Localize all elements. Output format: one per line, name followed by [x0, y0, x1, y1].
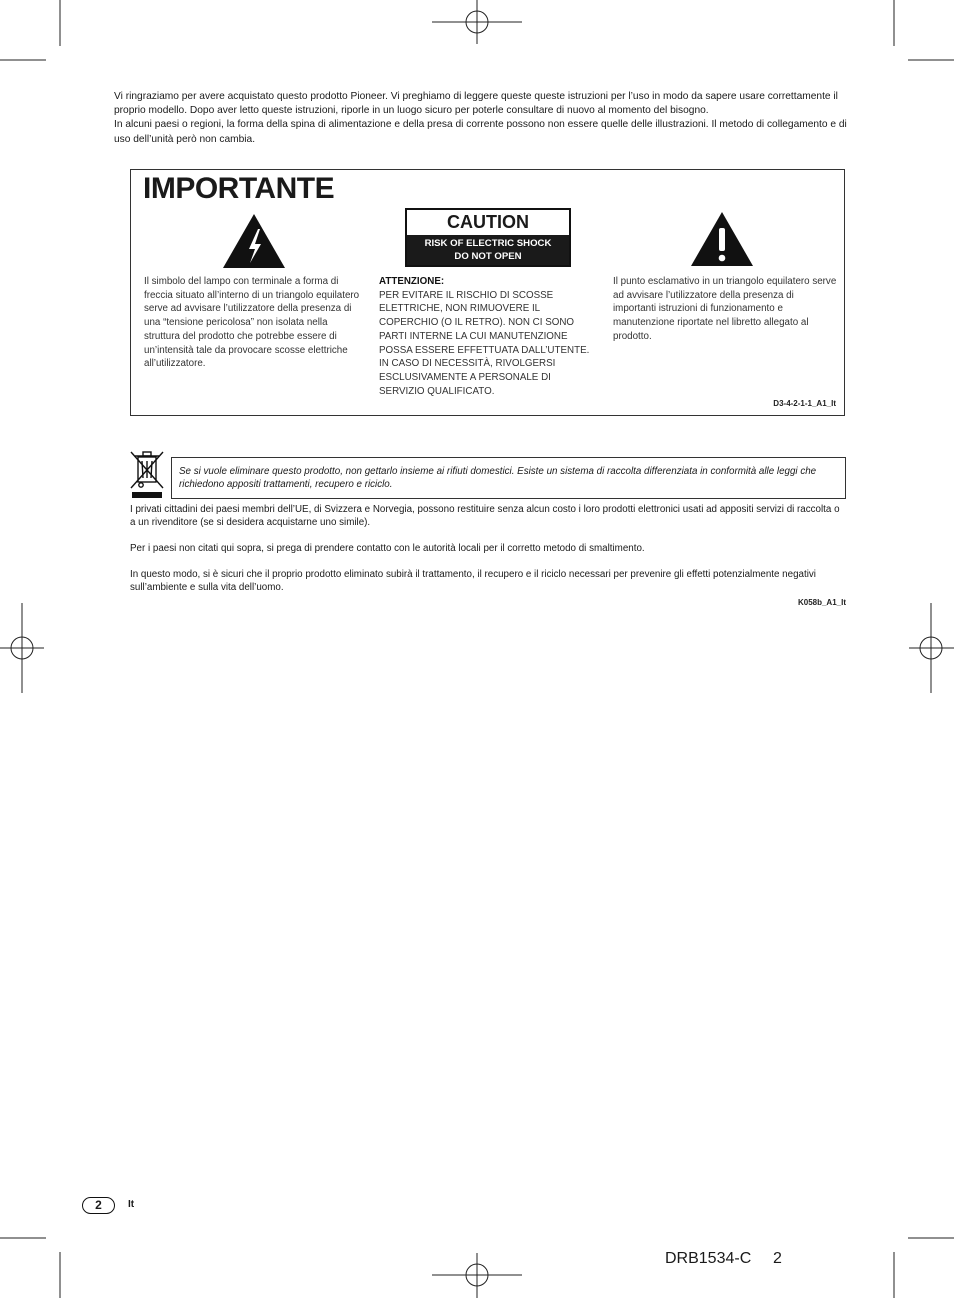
- lightning-description: Il simbolo del lampo con terminale a forma di freccia situato all’interno di un triangolo equilatero serve ad avvisare l’utilizzatore della presenza di una “tensione pericolosa” non isolata nella struttura del prodotto che potrebbe essere di un’intensità tale da provocare scosse elettriche all’utilizzatore.: [144, 276, 360, 370]
- document-id: DRB1534-C: [665, 1250, 752, 1267]
- weee-code: K058b_A1_It: [797, 598, 846, 607]
- intro-paragraph: Vi ringraziamo per avere acquistato questo prodotto Pioneer. Vi preghiamo di leggere queste queste istruzioni per l’uso in modo da sapere usare correttamente il proprio modello. Dopo aver letto queste istruzioni, riporle in un luogo sicuro per poterle consultare di nuovo al momento del bisogno.: [114, 91, 838, 117]
- section-code: D3-4-2-1-1_A1_It: [773, 399, 836, 408]
- intro-paragraph: In alcuni paesi o regioni, la forma della spina di alimentazione e della presa di corrente possono non essere quelle delle illustrazioni. Il metodo di collegamento e di uso dell’unità però non cambia.: [114, 119, 847, 145]
- weee-paragraph: I privati cittadini dei paesi membri dell’UE, di Svizzera e Norvegia, possono restituire senza alcun costo i loro prodotti elettronici usati ad appositi servizi di raccolta o a un rivenditore (se si desidera acquistarne uno simile).: [130, 504, 840, 528]
- document-page: 2: [773, 1250, 782, 1267]
- caution-band: [407, 235, 569, 265]
- caution-word: CAUTION: [447, 212, 529, 232]
- weee-notice-text: Se si vuole eliminare questo prodotto, non gettarlo insieme ai rifiuti domestici. Esiste un sistema di raccolta differenziata in conformità alle leggi che richiedono appositi trattamenti, recupero e riciclo.: [179, 466, 817, 490]
- intro-text: [114, 90, 860, 147]
- caution-line: DO NOT OPEN: [454, 251, 522, 262]
- crossed-bin-icon: [128, 448, 166, 500]
- attention-text: PER EVITARE IL RISCHIO DI SCOSSE ELETTRICHE, NON RIMUOVERE IL COPERCHIO (O IL RETRO). NON CI SONO PARTI INTERNE LA CUI MANUTENZIONE POSSA ESSERE EFFETTUATA DALL’UTENTE. IN CASO DI NECESSITÀ, RIVOLGERSI ESCLUSIVAMENTE A PERSONALE DI SERVIZIO QUALIFICATO.: [379, 289, 590, 397]
- exclamation-warning-icon: [690, 211, 754, 267]
- lightning-warning-icon: [222, 213, 286, 269]
- weee-paragraph: In questo modo, si è sicuri che il proprio prodotto eliminato subirà il trattamento, il recupero e il riciclo necessari per prevenire gli effetti potenzialmente negativi sull’ambiente e sulla vita dell’uomo.: [130, 569, 816, 593]
- weee-paragraph: Per i paesi non citati qui sopra, si prega di prendere contatto con le autorità locali per il corretto metodo di smaltimento.: [130, 543, 645, 554]
- caution-line: RISK OF ELECTRIC SHOCK: [424, 238, 552, 249]
- attention-block: [379, 275, 595, 398]
- attention-heading: ATTENZIONE:: [379, 276, 445, 287]
- language-code: It: [128, 1199, 135, 1210]
- page-number: 2: [82, 1197, 115, 1214]
- important-title: IMPORTANTE: [143, 172, 335, 205]
- caution-label: [405, 208, 571, 267]
- weee-notice-box: [171, 457, 846, 499]
- exclamation-description: Il punto esclamativo in un triangolo equilatero serve ad avvisare l’utilizzatore della presenza di importanti istruzioni di funzionamento e manutenzione riportate nel libretto allegato al prodotto.: [613, 276, 837, 342]
